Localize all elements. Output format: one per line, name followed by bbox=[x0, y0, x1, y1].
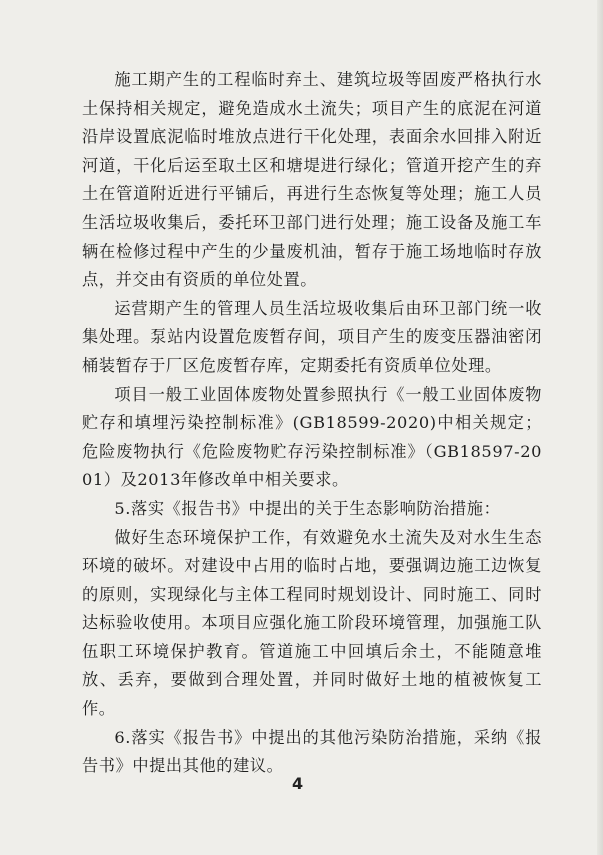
paragraph-ecological-protection: 做好生态环境保护工作，有效避免水土流失及对水生生态环境的破坏。对建设中占用的临时占地，要强调边施工边恢复的原则，实现绿化与主体工程同时规划设计、同时施工、同时达标验收使用。本项目应强化施工阶段环境管理，加强施工队伍职工环境保护教育。管道施工中回填后余土，不能随意堆放、丢弃，要做到合理处置，并同时做好土地的植被恢复工作。 bbox=[82, 527, 542, 719]
paragraph-solid-waste-standards: 项目一般工业固体废物处置参照执行《一般工业固体废物贮存和填埋污染控制标准》(GB18599-2020)中相关规定；危险废物执行《危险废物贮存污染控制标准》（GB18597-2001）及2013年修改单中相关要求。 bbox=[82, 384, 542, 490]
heading-ecological-measures: 5.落实《报告书》中提出的关于生态影响防治措施： bbox=[114, 498, 501, 518]
page-number: 4 bbox=[292, 774, 304, 793]
paragraph-construction-waste: 施工期产生的工程临时弃土、建筑垃圾等固废严格执行水土保持相关规定，避免造成水土流失；项目产生的底泥在河道沿岸设置底泥临时堆放点进行干化处理，表面余水回排入附近河道，干化后运至取土区和塘堤进行绿化；管道开挖产生的弃土在管道附近进行平铺后，再进行生态恢复等处理；施工人员生活垃圾收集后，委托环卫部门进行处理；施工设备及施工车辆在检修过程中产生的少量废机油，暂存于施工场地临时存放点，并交由有资质的单位处置。 bbox=[82, 70, 542, 290]
paragraph-other-measures: 6.落实《报告书》中提出的其他污染防治措施，采纳《报告书》中提出其他的建议。 bbox=[82, 727, 542, 776]
paragraph-operation-waste: 运营期产生的管理人员生活垃圾收集后由环卫部门统一收集处理。泵站内设置危废暂存间，项目产生的废变压器油密闭桶装暂存于厂区危废暂存库，定期委托有资质单位处理。 bbox=[82, 298, 542, 375]
page-edge-shadow bbox=[597, 0, 603, 855]
document-body bbox=[82, 66, 542, 781]
